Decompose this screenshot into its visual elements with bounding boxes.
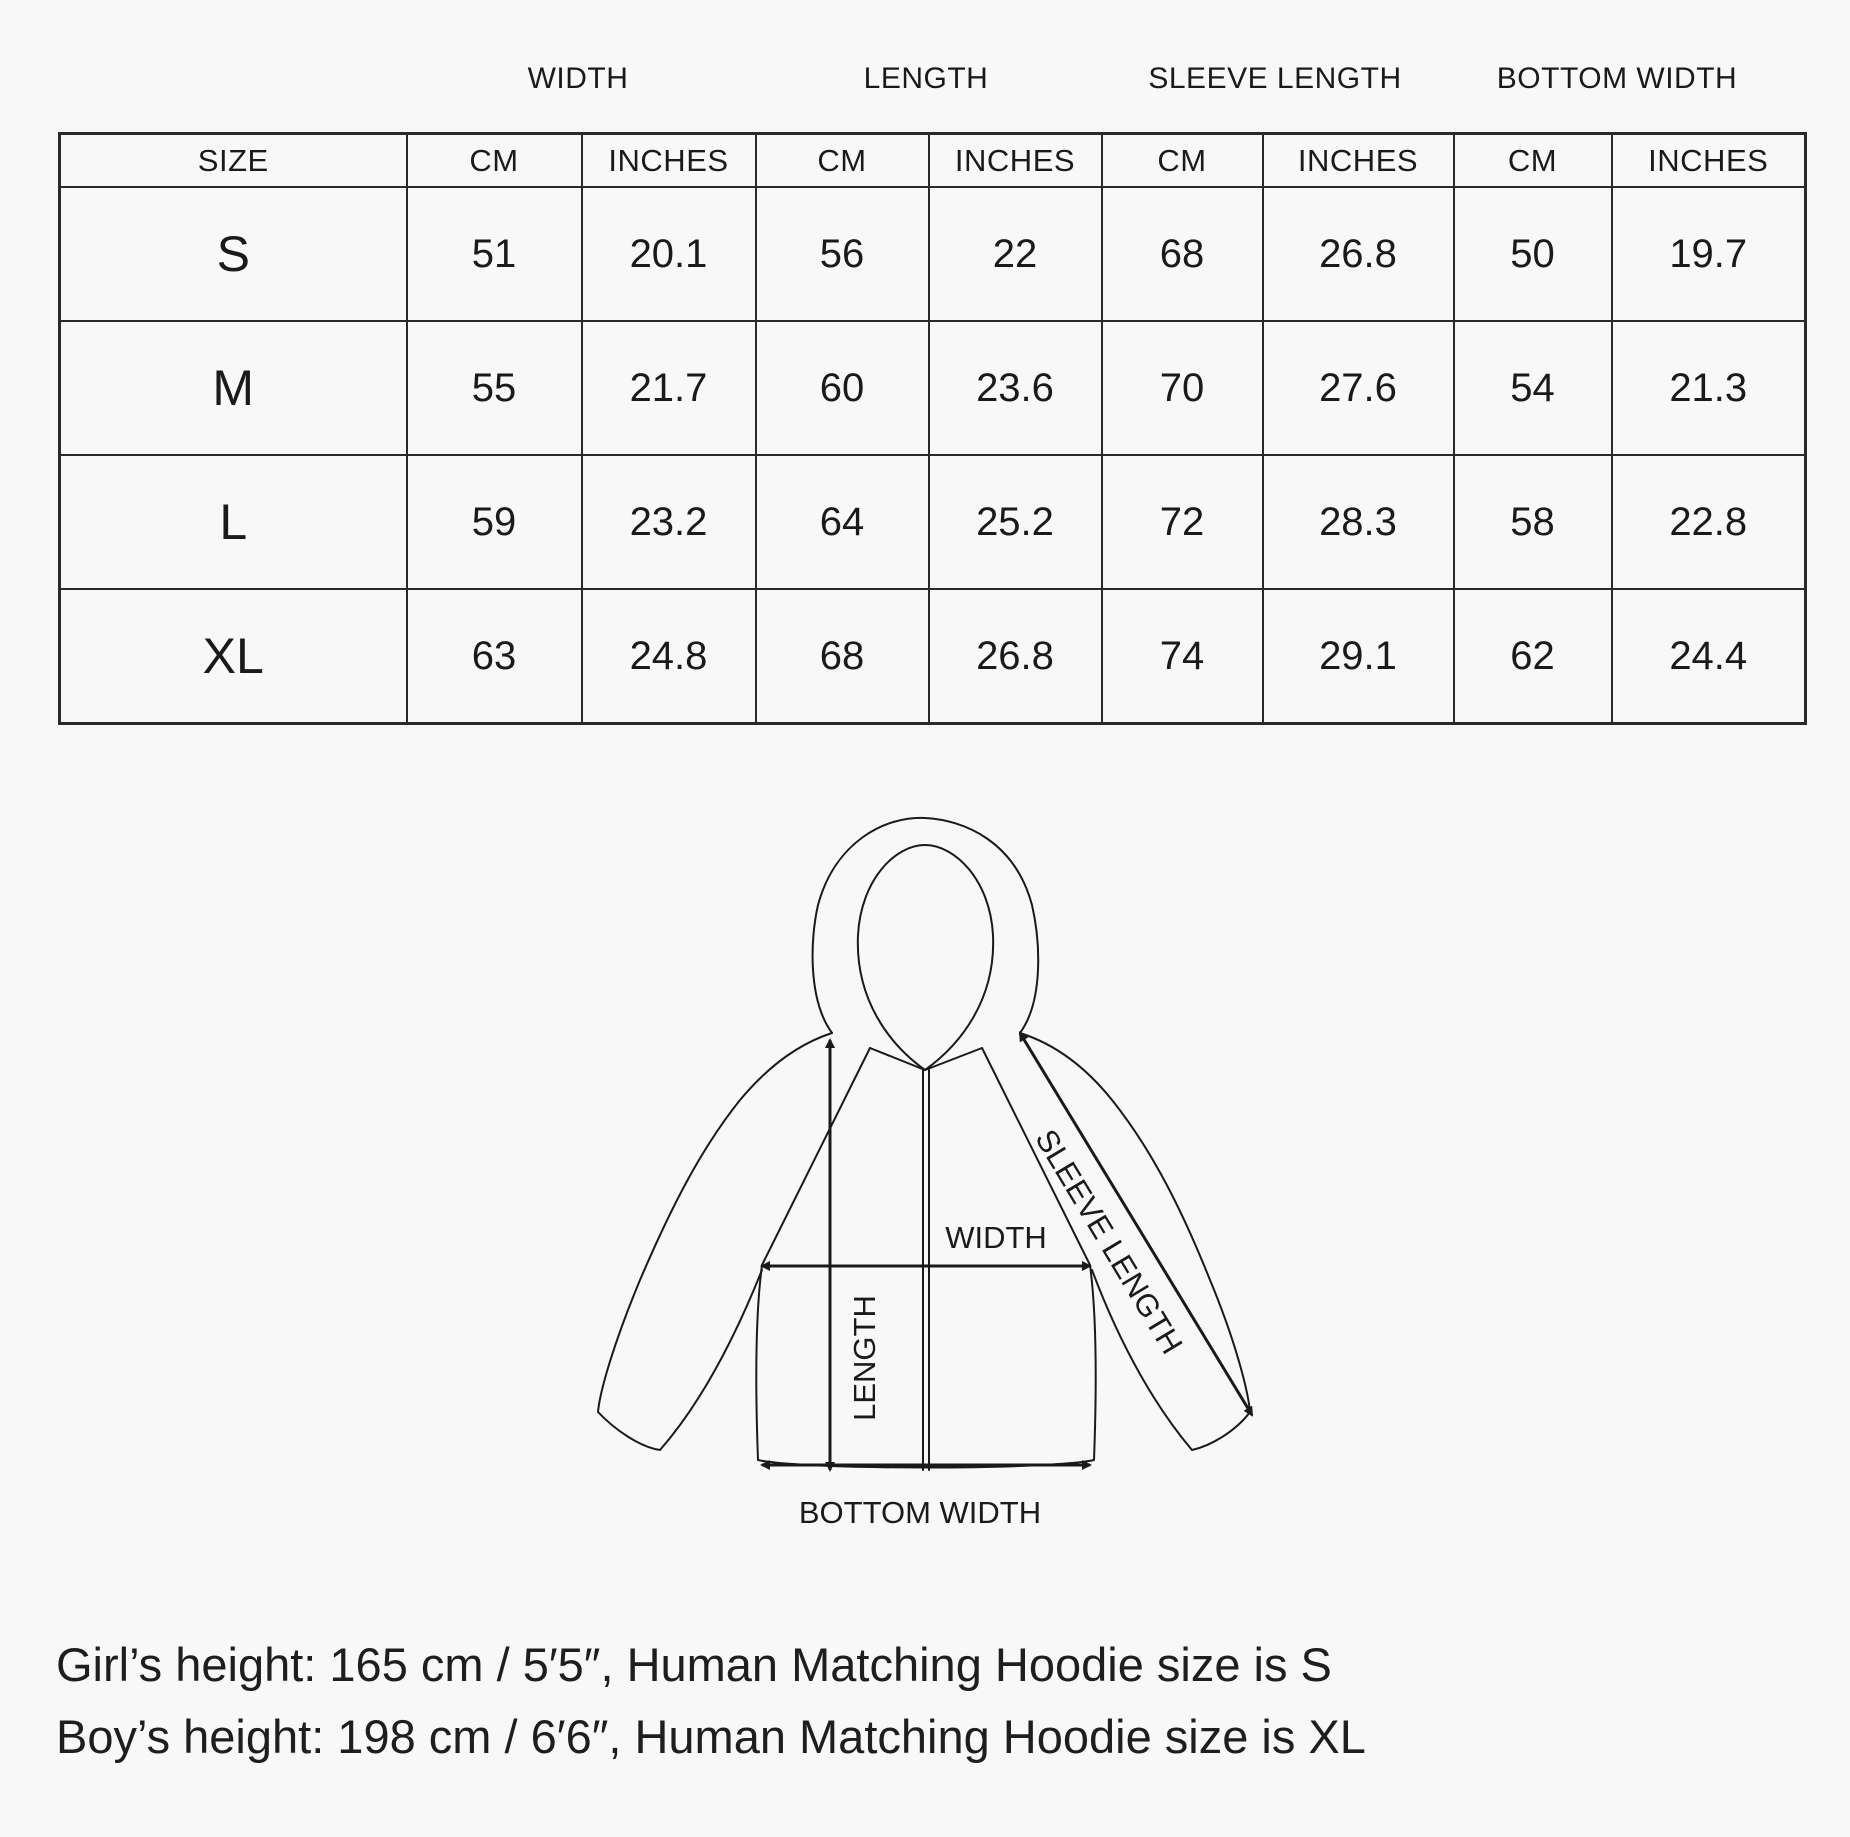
left-raglan-seam (762, 1048, 870, 1265)
group-header-bottom-width: BOTTOM WIDTH (1496, 62, 1738, 95)
column-header: CM (407, 134, 582, 188)
length-label: LENGTH (847, 1295, 882, 1421)
table-cell: 26.8 (1263, 187, 1454, 321)
group-header-length: LENGTH (863, 62, 989, 95)
group-header-sleeve-length: SLEEVE LENGTH (1148, 62, 1402, 95)
table-cell: 62 (1454, 589, 1612, 724)
table-cell: 26.8 (929, 589, 1102, 724)
table-cell: 21.7 (582, 321, 756, 455)
bottom-width-label: BOTTOM WIDTH (798, 1495, 1042, 1530)
table-cell: 27.6 (1263, 321, 1454, 455)
hood-inner-outline (858, 845, 993, 1070)
hood-outer-outline (813, 818, 1039, 1033)
sleeve-length-label: SLEEVE LENGTH (1028, 1123, 1190, 1360)
table-cell: 74 (1102, 589, 1263, 724)
table-cell: 23.2 (582, 455, 756, 589)
sleeve-length-arrow (1020, 1033, 1252, 1415)
column-header: SIZE (60, 134, 407, 188)
table-cell: 68 (756, 589, 929, 724)
table-cell: 22 (929, 187, 1102, 321)
table-cell: 24.8 (582, 589, 756, 724)
table-cell: 68 (1102, 187, 1263, 321)
table-cell: 70 (1102, 321, 1263, 455)
column-header: CM (1454, 134, 1612, 188)
table-cell: 64 (756, 455, 929, 589)
right-sleeve-outline (1020, 1033, 1250, 1450)
table-cell: 50 (1454, 187, 1612, 321)
group-header-width: WIDTH (527, 62, 629, 95)
column-header: INCHES (929, 134, 1102, 188)
boy-height-note: Boy’s height: 198 cm / 6′6″, Human Matching Hoodie size is XL (56, 1710, 1366, 1763)
column-header: INCHES (582, 134, 756, 188)
left-sleeve-outline (598, 1033, 832, 1450)
column-header: INCHES (1612, 134, 1806, 188)
column-header: INCHES (1263, 134, 1454, 188)
table-cell: 72 (1102, 455, 1263, 589)
column-header: CM (1102, 134, 1263, 188)
body-outline (756, 1265, 1095, 1468)
table-cell: 60 (756, 321, 929, 455)
table-cell: 54 (1454, 321, 1612, 455)
size-cell: L (60, 455, 407, 589)
table-cell: 56 (756, 187, 929, 321)
table-cell: 24.4 (1612, 589, 1806, 724)
table-cell: 25.2 (929, 455, 1102, 589)
girl-height-note: Girl’s height: 165 cm / 5′5″, Human Matching Hoodie size is S (56, 1638, 1332, 1691)
neckline (870, 1048, 982, 1070)
table-cell: 58 (1454, 455, 1612, 589)
table-cell: 21.3 (1612, 321, 1806, 455)
table-cell: 22.8 (1612, 455, 1806, 589)
column-header: CM (756, 134, 929, 188)
table-cell: 20.1 (582, 187, 756, 321)
table-cell: 55 (407, 321, 582, 455)
table-cell: 59 (407, 455, 582, 589)
table-cell: 23.6 (929, 321, 1102, 455)
table-cell: 29.1 (1263, 589, 1454, 724)
size-cell: M (60, 321, 407, 455)
table-cell: 63 (407, 589, 582, 724)
width-label: WIDTH (945, 1220, 1047, 1255)
size-cell: XL (60, 589, 407, 724)
table-cell: 19.7 (1612, 187, 1806, 321)
table-cell: 28.3 (1263, 455, 1454, 589)
size-cell: S (60, 187, 407, 321)
table-cell: 51 (407, 187, 582, 321)
